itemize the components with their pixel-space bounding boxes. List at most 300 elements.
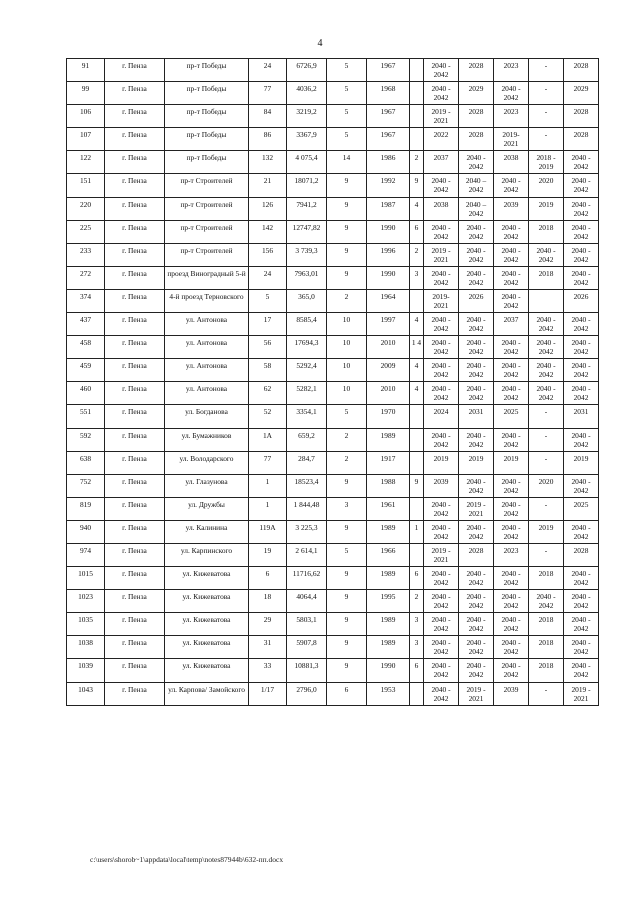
column-12-cell: 2020 [529, 474, 564, 497]
city-cell: г. Пенза [105, 359, 165, 382]
year-built-cell: 1953 [367, 682, 410, 705]
row-number-cell: 106 [67, 105, 105, 128]
column-9-cell: 2040 - 2042 [424, 174, 459, 197]
table-row [67, 520, 599, 543]
column-11-cell: 2023 [494, 105, 529, 128]
column-13-cell: 2029 [564, 82, 599, 105]
floors-cell: 9 [327, 567, 367, 590]
street-cell: ул. Антонова [165, 382, 249, 405]
row-number-cell: 122 [67, 151, 105, 174]
column-9-cell: 2040 - 2042 [424, 590, 459, 613]
year-built-cell: 1988 [367, 474, 410, 497]
house-number-cell: 17 [249, 313, 287, 336]
year-built-cell: 1989 [367, 567, 410, 590]
column-10-cell: 2040 - 2042 [459, 266, 494, 289]
street-cell: ул. Бумажников [165, 428, 249, 451]
city-cell: г. Пенза [105, 520, 165, 543]
floors-cell: 5 [327, 105, 367, 128]
housing-repair-table [66, 58, 599, 706]
table-row [67, 451, 599, 474]
column-9-cell: 2040 - 2042 [424, 428, 459, 451]
area-cell: 7941,2 [287, 197, 327, 220]
column-12-cell: - [529, 59, 564, 82]
house-number-cell: 18 [249, 590, 287, 613]
house-number-cell: 119А [249, 520, 287, 543]
column-12-cell: 2020 [529, 174, 564, 197]
street-cell: ул. Антонова [165, 336, 249, 359]
column-8-cell: 1 [410, 520, 424, 543]
year-built-cell: 2010 [367, 336, 410, 359]
table-row [67, 405, 599, 428]
city-cell: г. Пенза [105, 151, 165, 174]
column-8-cell: 6 [410, 220, 424, 243]
column-9-cell: 2038 [424, 197, 459, 220]
city-cell: г. Пенза [105, 289, 165, 312]
column-9-cell: 2022 [424, 128, 459, 151]
floors-cell: 9 [327, 613, 367, 636]
row-number-cell: 1015 [67, 567, 105, 590]
year-built-cell: 1964 [367, 289, 410, 312]
table-row [67, 543, 599, 566]
house-number-cell: 58 [249, 359, 287, 382]
year-built-cell: 1992 [367, 174, 410, 197]
column-10-cell: 2031 [459, 405, 494, 428]
city-cell: г. Пенза [105, 382, 165, 405]
column-8-cell: 4 [410, 313, 424, 336]
city-cell: г. Пенза [105, 243, 165, 266]
area-cell: 5292,4 [287, 359, 327, 382]
column-11-cell: 2040 - 2042 [494, 428, 529, 451]
area-cell: 10881,3 [287, 659, 327, 682]
column-10-cell: 2040 - 2042 [459, 474, 494, 497]
city-cell: г. Пенза [105, 613, 165, 636]
floors-cell: 3 [327, 497, 367, 520]
street-cell: ул. Кижеватова [165, 590, 249, 613]
street-cell: ул. Карпова/ Замойского [165, 682, 249, 705]
column-11-cell: 2040 - 2042 [494, 220, 529, 243]
floors-cell: 9 [327, 520, 367, 543]
area-cell: 659,2 [287, 428, 327, 451]
city-cell: г. Пенза [105, 128, 165, 151]
column-10-cell: 2040 - 2042 [459, 636, 494, 659]
year-built-cell: 1989 [367, 428, 410, 451]
column-12-cell: 2018 - 2019 [529, 151, 564, 174]
column-11-cell: 2040 - 2042 [494, 382, 529, 405]
column-9-cell: 2040 - 2042 [424, 82, 459, 105]
column-13-cell: 2025 [564, 497, 599, 520]
column-10-cell: 2040 – 2042 [459, 174, 494, 197]
city-cell: г. Пенза [105, 220, 165, 243]
year-built-cell: 1995 [367, 590, 410, 613]
row-number-cell: 107 [67, 128, 105, 151]
year-built-cell: 1967 [367, 59, 410, 82]
column-13-cell: 2040 - 2042 [564, 197, 599, 220]
column-12-cell: 2040 - 2042 [529, 313, 564, 336]
column-13-cell: 2040 - 2042 [564, 151, 599, 174]
floors-cell: 5 [327, 128, 367, 151]
column-12-cell: - [529, 128, 564, 151]
house-number-cell: 24 [249, 266, 287, 289]
street-cell: ул. Кижеватова [165, 613, 249, 636]
floors-cell: 2 [327, 428, 367, 451]
area-cell: 5282,1 [287, 382, 327, 405]
street-cell: ул. Калинина [165, 520, 249, 543]
street-cell: ул. Кижеватова [165, 659, 249, 682]
column-8-cell: 2 [410, 590, 424, 613]
city-cell: г. Пенза [105, 313, 165, 336]
year-built-cell: 1989 [367, 636, 410, 659]
column-12-cell: - [529, 543, 564, 566]
city-cell: г. Пенза [105, 474, 165, 497]
row-number-cell: 1039 [67, 659, 105, 682]
column-12-cell: 2040 - 2042 [529, 359, 564, 382]
column-8-cell [410, 497, 424, 520]
column-9-cell: 2040 - 2042 [424, 520, 459, 543]
street-cell: пр-т Строителей [165, 197, 249, 220]
floors-cell: 9 [327, 266, 367, 289]
column-9-cell: 2019 - 2021 [424, 543, 459, 566]
year-built-cell: 1967 [367, 105, 410, 128]
area-cell: 1 844,48 [287, 497, 327, 520]
column-9-cell: 2040 - 2042 [424, 636, 459, 659]
column-12-cell: 2040 - 2042 [529, 590, 564, 613]
house-number-cell: 132 [249, 151, 287, 174]
column-13-cell: 2040 - 2042 [564, 474, 599, 497]
table-row [67, 266, 599, 289]
column-11-cell: 2038 [494, 151, 529, 174]
area-cell: 12747,82 [287, 220, 327, 243]
area-cell: 3367,9 [287, 128, 327, 151]
area-cell: 11716,62 [287, 567, 327, 590]
floors-cell: 9 [327, 220, 367, 243]
table-row [67, 128, 599, 151]
column-12-cell: - [529, 428, 564, 451]
column-10-cell: 2040 - 2042 [459, 313, 494, 336]
column-11-cell: 2039 [494, 682, 529, 705]
column-13-cell: 2040 - 2042 [564, 336, 599, 359]
house-number-cell: 19 [249, 543, 287, 566]
column-9-cell: 2040 - 2042 [424, 266, 459, 289]
floors-cell: 2 [327, 451, 367, 474]
street-cell: ул. Кижеватова [165, 636, 249, 659]
floors-cell: 9 [327, 174, 367, 197]
column-11-cell: 2040 - 2042 [494, 243, 529, 266]
column-11-cell: 2019 [494, 451, 529, 474]
city-cell: г. Пенза [105, 636, 165, 659]
house-number-cell: 1 [249, 497, 287, 520]
column-11-cell: 2040 - 2042 [494, 174, 529, 197]
column-12-cell: 2040 - 2042 [529, 336, 564, 359]
column-13-cell: 2040 - 2042 [564, 636, 599, 659]
street-cell: ул. Антонова [165, 359, 249, 382]
floors-cell: 10 [327, 313, 367, 336]
column-12-cell: 2040 - 2042 [529, 382, 564, 405]
column-12-cell: - [529, 682, 564, 705]
column-9-cell: 2040 - 2042 [424, 567, 459, 590]
column-9-cell: 2040 - 2042 [424, 659, 459, 682]
house-number-cell: 77 [249, 82, 287, 105]
column-8-cell [410, 82, 424, 105]
column-10-cell: 2028 [459, 543, 494, 566]
area-cell: 4 075,4 [287, 151, 327, 174]
column-9-cell: 2019 - 2021 [424, 105, 459, 128]
column-9-cell: 2040 - 2042 [424, 336, 459, 359]
year-built-cell: 1917 [367, 451, 410, 474]
column-8-cell [410, 428, 424, 451]
floors-cell: 9 [327, 243, 367, 266]
table-row [67, 59, 599, 82]
area-cell: 2 614,1 [287, 543, 327, 566]
column-10-cell: 2019 [459, 451, 494, 474]
column-10-cell: 2040 – 2042 [459, 197, 494, 220]
column-10-cell: 2019 - 2021 [459, 682, 494, 705]
column-9-cell: 2040 - 2042 [424, 359, 459, 382]
column-12-cell: 2018 [529, 266, 564, 289]
street-cell: пр-т Строителей [165, 174, 249, 197]
column-8-cell [410, 105, 424, 128]
area-cell: 18523,4 [287, 474, 327, 497]
street-cell: пр-т Победы [165, 151, 249, 174]
house-number-cell: 1 [249, 474, 287, 497]
column-10-cell: 2040 - 2042 [459, 428, 494, 451]
row-number-cell: 458 [67, 336, 105, 359]
column-11-cell: 2023 [494, 59, 529, 82]
street-cell: пр-т Победы [165, 105, 249, 128]
area-cell: 284,7 [287, 451, 327, 474]
column-13-cell: 2040 - 2042 [564, 428, 599, 451]
street-cell: ул. Кижеватова [165, 567, 249, 590]
column-11-cell: 2037 [494, 313, 529, 336]
column-12-cell [529, 289, 564, 312]
area-cell: 4064,4 [287, 590, 327, 613]
house-number-cell: 77 [249, 451, 287, 474]
street-cell: ул. Антонова [165, 313, 249, 336]
column-9-cell: 2040 - 2042 [424, 613, 459, 636]
column-10-cell: 2019 - 2021 [459, 497, 494, 520]
row-number-cell: 225 [67, 220, 105, 243]
year-built-cell: 1996 [367, 243, 410, 266]
row-number-cell: 460 [67, 382, 105, 405]
column-13-cell: 2028 [564, 543, 599, 566]
area-cell: 5907,8 [287, 636, 327, 659]
column-12-cell: 2018 [529, 613, 564, 636]
floors-cell: 5 [327, 405, 367, 428]
column-13-cell: 2040 - 2042 [564, 382, 599, 405]
house-number-cell: 52 [249, 405, 287, 428]
area-cell: 17694,3 [287, 336, 327, 359]
table-row [67, 428, 599, 451]
column-8-cell [410, 543, 424, 566]
column-9-cell: 2040 - 2042 [424, 682, 459, 705]
city-cell: г. Пенза [105, 197, 165, 220]
table-row [67, 682, 599, 705]
row-number-cell: 752 [67, 474, 105, 497]
year-built-cell: 2009 [367, 359, 410, 382]
column-8-cell: 3 [410, 613, 424, 636]
table-row [67, 659, 599, 682]
column-9-cell: 2024 [424, 405, 459, 428]
column-12-cell: 2018 [529, 636, 564, 659]
column-10-cell: 2040 - 2042 [459, 382, 494, 405]
column-11-cell: 2040 - 2042 [494, 289, 529, 312]
table-row [67, 243, 599, 266]
house-number-cell: 29 [249, 613, 287, 636]
year-built-cell: 1987 [367, 197, 410, 220]
column-9-cell: 2019 [424, 451, 459, 474]
table-row [67, 220, 599, 243]
table-row [67, 474, 599, 497]
row-number-cell: 1043 [67, 682, 105, 705]
column-10-cell: 2028 [459, 105, 494, 128]
column-13-cell: 2040 - 2042 [564, 174, 599, 197]
table-row [67, 151, 599, 174]
row-number-cell: 459 [67, 359, 105, 382]
table-row [67, 289, 599, 312]
house-number-cell: 62 [249, 382, 287, 405]
column-12-cell: - [529, 451, 564, 474]
column-10-cell: 2040 - 2042 [459, 220, 494, 243]
house-number-cell: 1А [249, 428, 287, 451]
floors-cell: 10 [327, 359, 367, 382]
column-9-cell: 2040 - 2042 [424, 497, 459, 520]
house-number-cell: 56 [249, 336, 287, 359]
column-12-cell: - [529, 82, 564, 105]
street-cell: ул. Карпинского [165, 543, 249, 566]
column-13-cell: 2019 [564, 451, 599, 474]
column-9-cell: 2037 [424, 151, 459, 174]
column-9-cell: 2040 - 2042 [424, 382, 459, 405]
city-cell: г. Пенза [105, 428, 165, 451]
street-cell: пр-т Строителей [165, 220, 249, 243]
column-13-cell: 2040 - 2042 [564, 567, 599, 590]
city-cell: г. Пенза [105, 336, 165, 359]
row-number-cell: 1023 [67, 590, 105, 613]
row-number-cell: 374 [67, 289, 105, 312]
column-13-cell: 2028 [564, 128, 599, 151]
column-8-cell: 3 [410, 266, 424, 289]
house-number-cell: 24 [249, 59, 287, 82]
year-built-cell: 1966 [367, 543, 410, 566]
column-10-cell: 2040 - 2042 [459, 359, 494, 382]
street-cell: пр-т Победы [165, 59, 249, 82]
row-number-cell: 974 [67, 543, 105, 566]
city-cell: г. Пенза [105, 451, 165, 474]
row-number-cell: 551 [67, 405, 105, 428]
column-9-cell: 2019- 2021 [424, 289, 459, 312]
area-cell: 2796,0 [287, 682, 327, 705]
area-cell: 4036,2 [287, 82, 327, 105]
table-row [67, 197, 599, 220]
year-built-cell: 1968 [367, 82, 410, 105]
column-12-cell: 2019 [529, 197, 564, 220]
column-10-cell: 2040 - 2042 [459, 151, 494, 174]
column-8-cell [410, 289, 424, 312]
column-11-cell: 2040 - 2042 [494, 636, 529, 659]
column-8-cell [410, 128, 424, 151]
column-8-cell: 1 4 [410, 336, 424, 359]
row-number-cell: 272 [67, 266, 105, 289]
column-12-cell: - [529, 405, 564, 428]
area-cell: 6726,9 [287, 59, 327, 82]
street-cell: пр-т Победы [165, 128, 249, 151]
column-13-cell: 2019 - 2021 [564, 682, 599, 705]
column-9-cell: 2040 - 2042 [424, 59, 459, 82]
street-cell: ул. Богданова [165, 405, 249, 428]
column-8-cell: 9 [410, 474, 424, 497]
column-13-cell: 2028 [564, 59, 599, 82]
house-number-cell: 31 [249, 636, 287, 659]
column-12-cell: - [529, 105, 564, 128]
column-11-cell: 2040 - 2042 [494, 659, 529, 682]
column-10-cell: 2040 - 2042 [459, 659, 494, 682]
column-11-cell: 2023 [494, 543, 529, 566]
column-10-cell: 2040 - 2042 [459, 336, 494, 359]
column-9-cell: 2040 - 2042 [424, 313, 459, 336]
page-number: 4 [317, 38, 323, 49]
table-row [67, 105, 599, 128]
column-8-cell: 6 [410, 659, 424, 682]
column-8-cell: 3 [410, 636, 424, 659]
area-cell: 365,0 [287, 289, 327, 312]
row-number-cell: 220 [67, 197, 105, 220]
column-13-cell: 2040 - 2042 [564, 613, 599, 636]
house-number-cell: 6 [249, 567, 287, 590]
row-number-cell: 1035 [67, 613, 105, 636]
street-cell: 4-й проезд Терновского [165, 289, 249, 312]
house-number-cell: 5 [249, 289, 287, 312]
column-8-cell [410, 451, 424, 474]
floors-cell: 10 [327, 382, 367, 405]
row-number-cell: 819 [67, 497, 105, 520]
column-12-cell: - [529, 497, 564, 520]
street-cell: пр-т Строителей [165, 243, 249, 266]
area-cell: 18071,2 [287, 174, 327, 197]
year-built-cell: 1989 [367, 520, 410, 543]
row-number-cell: 1038 [67, 636, 105, 659]
city-cell: г. Пенза [105, 59, 165, 82]
column-10-cell: 2029 [459, 82, 494, 105]
city-cell: г. Пенза [105, 105, 165, 128]
column-12-cell: 2040 - 2042 [529, 243, 564, 266]
year-built-cell: 1990 [367, 266, 410, 289]
table-row [67, 497, 599, 520]
city-cell: г. Пенза [105, 82, 165, 105]
column-10-cell: 2040 - 2042 [459, 520, 494, 543]
column-13-cell: 2040 - 2042 [564, 659, 599, 682]
column-9-cell: 2039 [424, 474, 459, 497]
area-cell: 3219,2 [287, 105, 327, 128]
house-number-cell: 86 [249, 128, 287, 151]
table-row [67, 174, 599, 197]
column-8-cell [410, 59, 424, 82]
row-number-cell: 233 [67, 243, 105, 266]
street-cell: ул. Глазунова [165, 474, 249, 497]
row-number-cell: 151 [67, 174, 105, 197]
column-10-cell: 2040 - 2042 [459, 613, 494, 636]
column-12-cell: 2018 [529, 659, 564, 682]
floors-cell: 9 [327, 590, 367, 613]
area-cell: 3354,1 [287, 405, 327, 428]
column-11-cell: 2040 - 2042 [494, 497, 529, 520]
column-13-cell: 2026 [564, 289, 599, 312]
column-8-cell: 4 [410, 197, 424, 220]
column-10-cell: 2040 - 2042 [459, 243, 494, 266]
table-row [67, 636, 599, 659]
city-cell: г. Пенза [105, 590, 165, 613]
column-12-cell: 2018 [529, 220, 564, 243]
year-built-cell: 1990 [367, 220, 410, 243]
year-built-cell: 1989 [367, 613, 410, 636]
